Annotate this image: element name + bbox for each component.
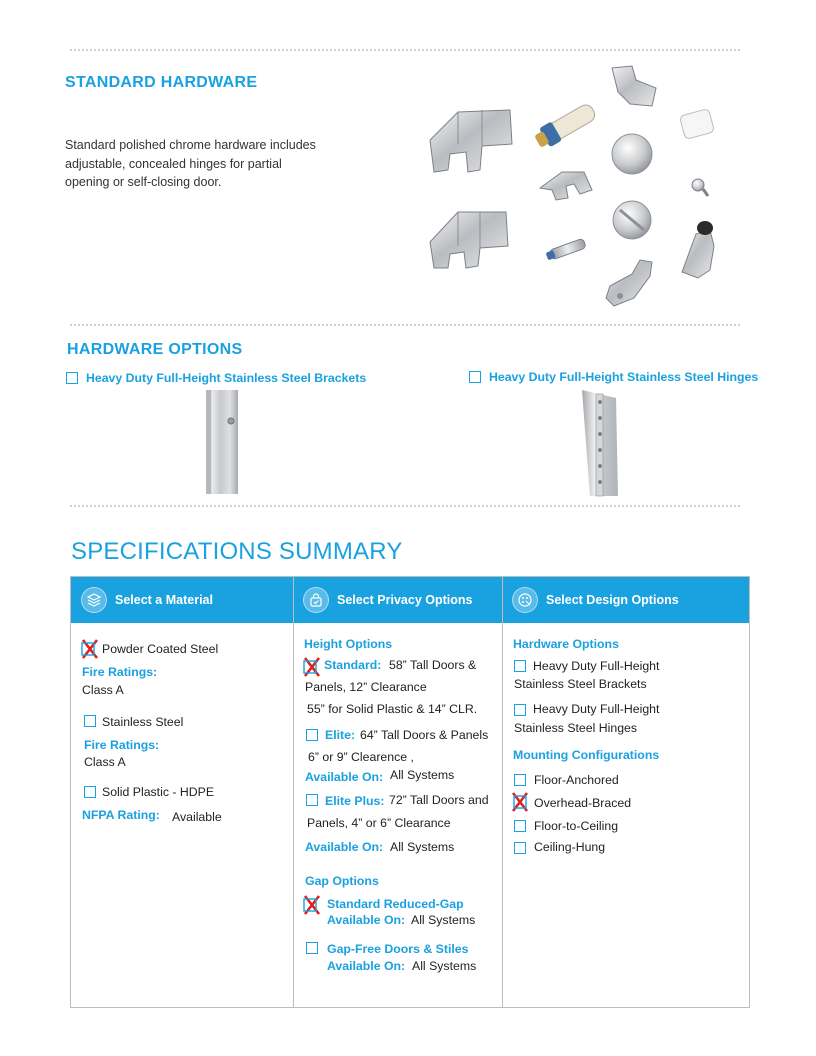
- design-hinges-line-2: Stainless Steel Hinges: [514, 721, 638, 735]
- ceiling-hung-checkbox[interactable]: [514, 842, 526, 854]
- available-on-value-2: All Systems: [390, 840, 455, 854]
- bumper-image: [679, 109, 714, 140]
- floor-to-ceiling-checkbox[interactable]: [514, 820, 526, 832]
- bracket-option-checkbox[interactable]: [66, 372, 78, 384]
- solid-plastic-checkbox[interactable]: [84, 786, 96, 798]
- available-on-value-1: All Systems: [390, 768, 455, 782]
- available-on-label-2: Available On:: [305, 840, 384, 854]
- design-hinges-checkbox[interactable]: [514, 704, 526, 716]
- steel-bracket-image: [202, 388, 242, 496]
- privacy-header-label: Select Privacy Options: [337, 593, 473, 607]
- top-divider: [70, 49, 740, 51]
- specifications-summary-heading: SPECIFICATIONS SUMMARY: [71, 538, 403, 565]
- elite-checkbox[interactable]: [306, 729, 318, 741]
- available-on-value-3: All Systems: [411, 913, 476, 927]
- fire-ratings-label-2: Fire Ratings:: [84, 738, 160, 752]
- gap-options-heading: Gap Options: [305, 874, 379, 888]
- hinge-bracket-bottom-image: [430, 212, 508, 268]
- lock-bag-icon: [303, 587, 329, 613]
- specs-divider: [70, 505, 740, 507]
- bracket-option-label: Heavy Duty Full-Height Stainless Steel Brackets: [86, 371, 367, 385]
- specifications-table: [70, 576, 750, 1008]
- available-on-label-4: Available On:: [327, 959, 406, 973]
- material-header: [81, 577, 213, 623]
- standard-height-selected-mark[interactable]: [303, 657, 321, 677]
- powder-coated-selected-mark[interactable]: [81, 639, 99, 659]
- class-a-value-1: Class A: [82, 683, 124, 697]
- elite-line-1: 64” Tall Doors & Panels: [360, 728, 489, 742]
- small-pin-image: [545, 238, 586, 261]
- hinge-option-label: Heavy Duty Full-Height Stainless Steel Hinges: [489, 370, 759, 384]
- standard-hardware-description: Standard polished chrome hardware includes adjustable, concealed hinges for partial opening or self-closing door.: [65, 138, 316, 189]
- column-divider-1: [293, 577, 294, 1007]
- hinge-option[interactable]: [469, 370, 758, 384]
- elite-label: Elite:: [325, 728, 356, 742]
- design-header: [512, 577, 679, 623]
- latch-image: [606, 260, 652, 306]
- stainless-steel-checkbox[interactable]: [84, 715, 96, 727]
- ceiling-hung-label: Ceiling-Hung: [534, 840, 606, 854]
- floor-anchored-label: Floor-Anchored: [534, 773, 619, 787]
- solid-plastic-label: Solid Plastic - HDPE: [102, 785, 215, 799]
- column-divider-2: [502, 577, 503, 1007]
- stainless-steel-label: Stainless Steel: [102, 715, 184, 729]
- nfpa-rating-label: NFPA Rating:: [82, 808, 160, 822]
- standard-height-label: Standard:: [324, 658, 382, 672]
- fire-ratings-label-1: Fire Ratings:: [82, 665, 158, 679]
- hardware-photo-cluster: [420, 60, 730, 315]
- hardware-options-heading: HARDWARE OPTIONS: [67, 341, 243, 358]
- standard-height-line-3: 55” for Solid Plastic & 14” CLR.: [307, 702, 478, 716]
- elite-line-2: 6” or 9” Clearence ,: [308, 750, 414, 764]
- elite-plus-line-1: 72” Tall Doors and: [389, 793, 489, 807]
- floor-to-ceiling-label: Floor-to-Ceiling: [534, 819, 619, 833]
- screw-image: [692, 179, 708, 196]
- layers-icon: [81, 587, 107, 613]
- u-bracket-image: [540, 172, 592, 200]
- design-brackets-checkbox[interactable]: [514, 660, 526, 672]
- elite-plus-checkbox[interactable]: [306, 794, 318, 806]
- hardware-options-divider: [70, 324, 740, 326]
- hinge-pin-image: [532, 100, 598, 151]
- elite-plus-label: Elite Plus:: [325, 794, 385, 808]
- design-brackets-line-1: Heavy Duty Full-Height: [533, 659, 660, 673]
- hinge-bracket-top-image: [430, 110, 512, 172]
- mounting-configurations-heading: Mounting Configurations: [513, 748, 660, 762]
- floor-anchored-checkbox[interactable]: [514, 774, 526, 786]
- reduced-gap-selected-mark[interactable]: [303, 895, 321, 915]
- coat-hook-image: [682, 221, 714, 278]
- standard-height-line-1: 58” Tall Doors &: [389, 658, 477, 672]
- design-header-label: Select Design Options: [546, 593, 679, 607]
- standard-hardware-heading: STANDARD HARDWARE: [65, 74, 258, 91]
- material-header-label: Select a Material: [115, 593, 213, 607]
- standard-height-line-2: Panels, 12” Clearance: [305, 680, 427, 694]
- overhead-braced-selected-mark[interactable]: [511, 792, 529, 812]
- hardware-options-subheading: Hardware Options: [513, 637, 619, 651]
- elite-plus-line-2: Panels, 4” or 6” Clearance: [307, 816, 451, 830]
- cap-disc-image: [612, 134, 652, 174]
- palette-icon: [512, 587, 538, 613]
- privacy-header: [303, 577, 472, 623]
- available-on-label-1: Available On:: [305, 770, 384, 784]
- overhead-braced-label: Overhead-Braced: [534, 796, 632, 810]
- height-options-heading: Height Options: [304, 637, 393, 651]
- steel-hinge-image: [576, 386, 622, 498]
- reduced-gap-label: Standard Reduced-Gap: [327, 897, 464, 911]
- wall-clip-image: [612, 66, 656, 106]
- gap-free-checkbox[interactable]: [306, 942, 318, 954]
- design-brackets-line-2: Stainless Steel Brackets: [514, 677, 647, 691]
- gap-free-label: Gap-Free Doors & Stiles: [327, 942, 469, 956]
- powder-coated-steel-label: Powder Coated Steel: [102, 642, 219, 656]
- bracket-option[interactable]: [66, 371, 366, 385]
- design-hinges-line-1: Heavy Duty Full-Height: [533, 702, 660, 716]
- class-a-value-2: Class A: [84, 755, 126, 769]
- nfpa-rating-value: Available: [172, 810, 222, 824]
- available-on-value-4: All Systems: [412, 959, 477, 973]
- available-on-label-3: Available On:: [327, 913, 406, 927]
- hinge-option-checkbox[interactable]: [469, 371, 481, 383]
